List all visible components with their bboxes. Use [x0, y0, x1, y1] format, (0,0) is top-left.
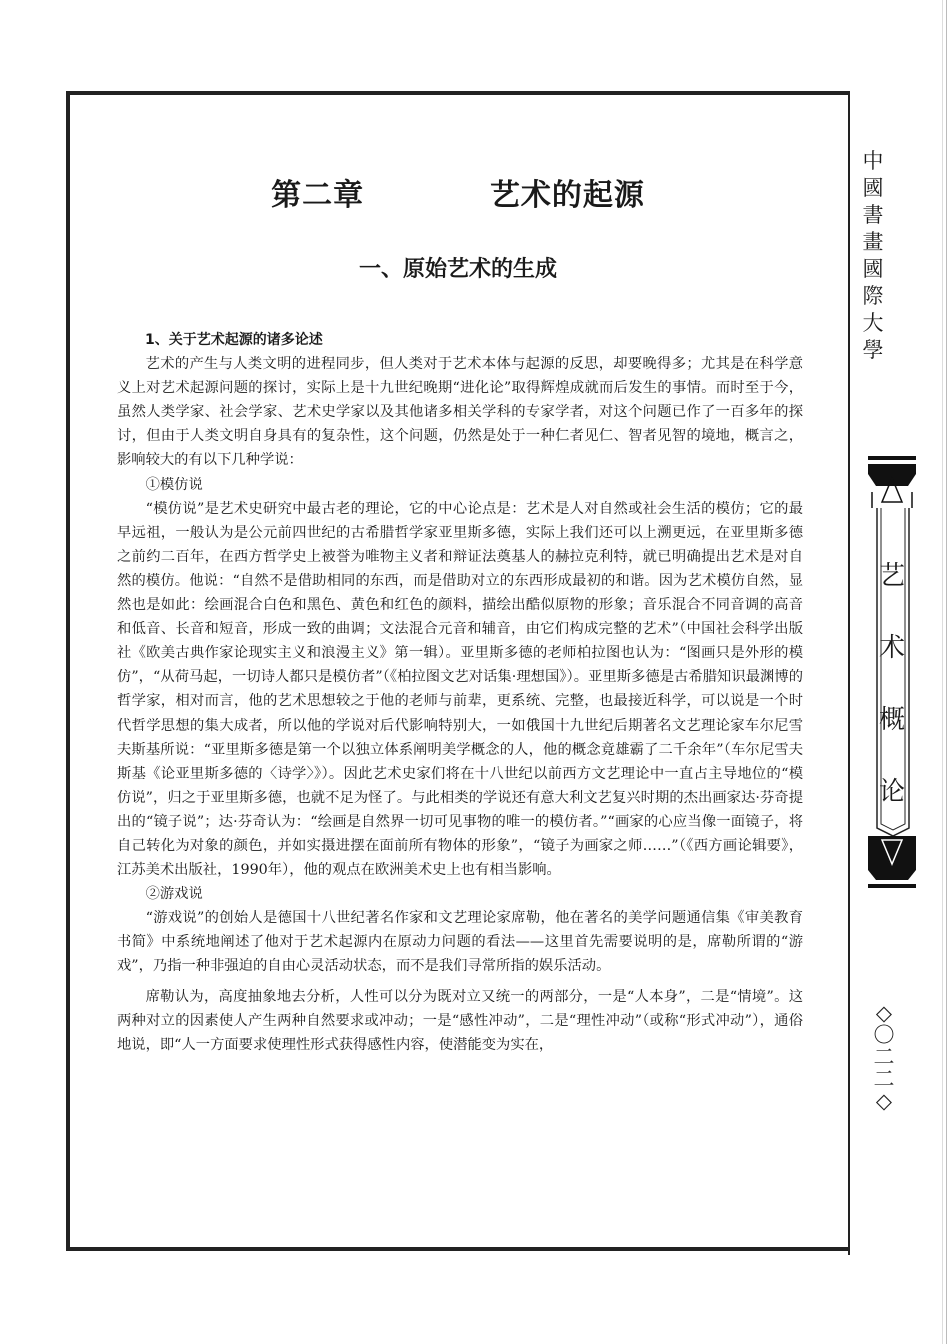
list-item-heading: ①模仿说 — [145, 476, 203, 493]
school-name: 中 國 書 畫 國 際 大 學 — [862, 149, 884, 362]
subsection-heading: 1、关于艺术起源的诸多论述 — [145, 332, 323, 348]
ornament-band-top — [868, 456, 916, 508]
book-title: 艺 术 概 论 — [878, 561, 905, 807]
page-number: ◇ 〇 二 二 ◇ — [873, 1001, 895, 1113]
paragraph: 席勒认为，高度抽象地去分析，人性可以分为既对立又统一的两部分，一是“人本身”，二是“情境”。这两种对立的因素使人产生两种自然要求或冲动；一是“感性冲动”，二是“理性冲动”（或称“形式冲动”），通俗地说，即“人一方面要求使理性形式获得感性内容，使潜能变为实在， — [117, 988, 803, 1053]
body-text — [117, 328, 803, 1057]
paragraph: 艺术的产生与人类文明的进程同步，但人类对于艺术本体与起源的反思，却要晚得多；尤其是在科学意义上对艺术起源问题的探讨，实际上是十九世纪晚期“进化论”取得辉煌成就而后发生的事情。而时至于今，虽然人类学家、社会学家、艺术史学家以及其他诸多相关学科的专家学者，对这个问题已作了一百多年的探讨，但由于人类文明自身具有的复杂性，这个问题，仍然是处于一种仁者见仁、智者见智的境地，概言之，影响较大的有以下几种学说： — [117, 356, 803, 469]
page-edge-line — [942, 0, 943, 1344]
ornament-band-bottom — [868, 836, 916, 888]
chapter-title: 第二章 艺术的起源 — [271, 178, 645, 213]
paragraph: “模仿说”是艺术史研究中最古老的理论，它的中心论点是：艺术是人对自然或社会生活的模仿；它的最早远祖，一般认为是公元前四世纪的古希腊哲学家亚里斯多德，实际上我们还可以上溯更远，在亚里斯多德之前约二百年，在西方哲学史上被誉为唯物主义者和辩证法奠基人的赫拉克利特，就已明确提出艺术是对自然的模仿。他说：“自然不是借助相同的东西，而是借助对立的东西形成最初的和谐。因为艺术模仿自然，显然也是如此：绘画混合白色和黑色、黄色和红色的颜料，描绘出酷似原物的形象；音乐混合不同音调的高音和低音、长音和短音，形成一致的曲调；文法混合元音和辅音，由它们构成完整的艺术”（中国社会科学出版社《欧美古典作家论现实主义和浪漫主义》第一辑）。亚里斯多德的老师柏拉图也认为：“图画只是外形的模仿”，“从荷马起，一切诗人都只是模仿者”（《柏拉图文艺对话集·理想国》）。亚里斯多德是古希腊知识最渊博的哲学家，相对而言，他的艺术思想较之于他的老师与前辈，更系统、完整，也最接近科学，可以说是一个时代哲学思想的集大成者，所以他的学说对后代影响特别大，一如俄国十九世纪后期著名文艺理论家车尔尼雪夫斯基所说：“亚里斯多德是第一个以独立体系阐明美学概念的人，他的概念竟雄霸了二千余年”（车尔尼雪夫斯基《论亚里斯多德的〈诗学〉》）。因此艺术史家们将在十八世纪以前西方文艺理论中一直占主导地位的“模仿说”，归之于亚里斯多德，也就不足为怪了。与此相类的学说还有意大利文艺复兴时期的杰出画家达·芬奇提出的“镜子说”；达·芬奇认为：“绘画是自然界一切可见事物的唯一的模仿者。”“画家的心应当像一面镜子，将自己转化为对象的颜色，并如实摄进摆在面前所有物体的形象”，“镜子为画家之师……”（《西方画论辑要》，江苏美术出版社，1990年），他的观点在欧洲美术史上也有相当影响。 — [117, 500, 803, 879]
paragraph: “游戏说”的创始人是德国十八世纪著名作家和文艺理论家席勒，他在著名的美学问题通信集《审美教育书简》中系统地阐述了他对于艺术起源内在原动力问题的看法——这里首先需要说明的是，席勒所谓的“游戏”，乃指一种非强迫的自由心灵活动状态，而不是我们寻常所指的娱乐活动。 — [117, 910, 803, 975]
page-edge-line — [946, 0, 947, 1344]
section-title: 一、原始艺术的生成 — [358, 257, 557, 282]
list-item-heading: ②游戏说 — [145, 886, 203, 903]
